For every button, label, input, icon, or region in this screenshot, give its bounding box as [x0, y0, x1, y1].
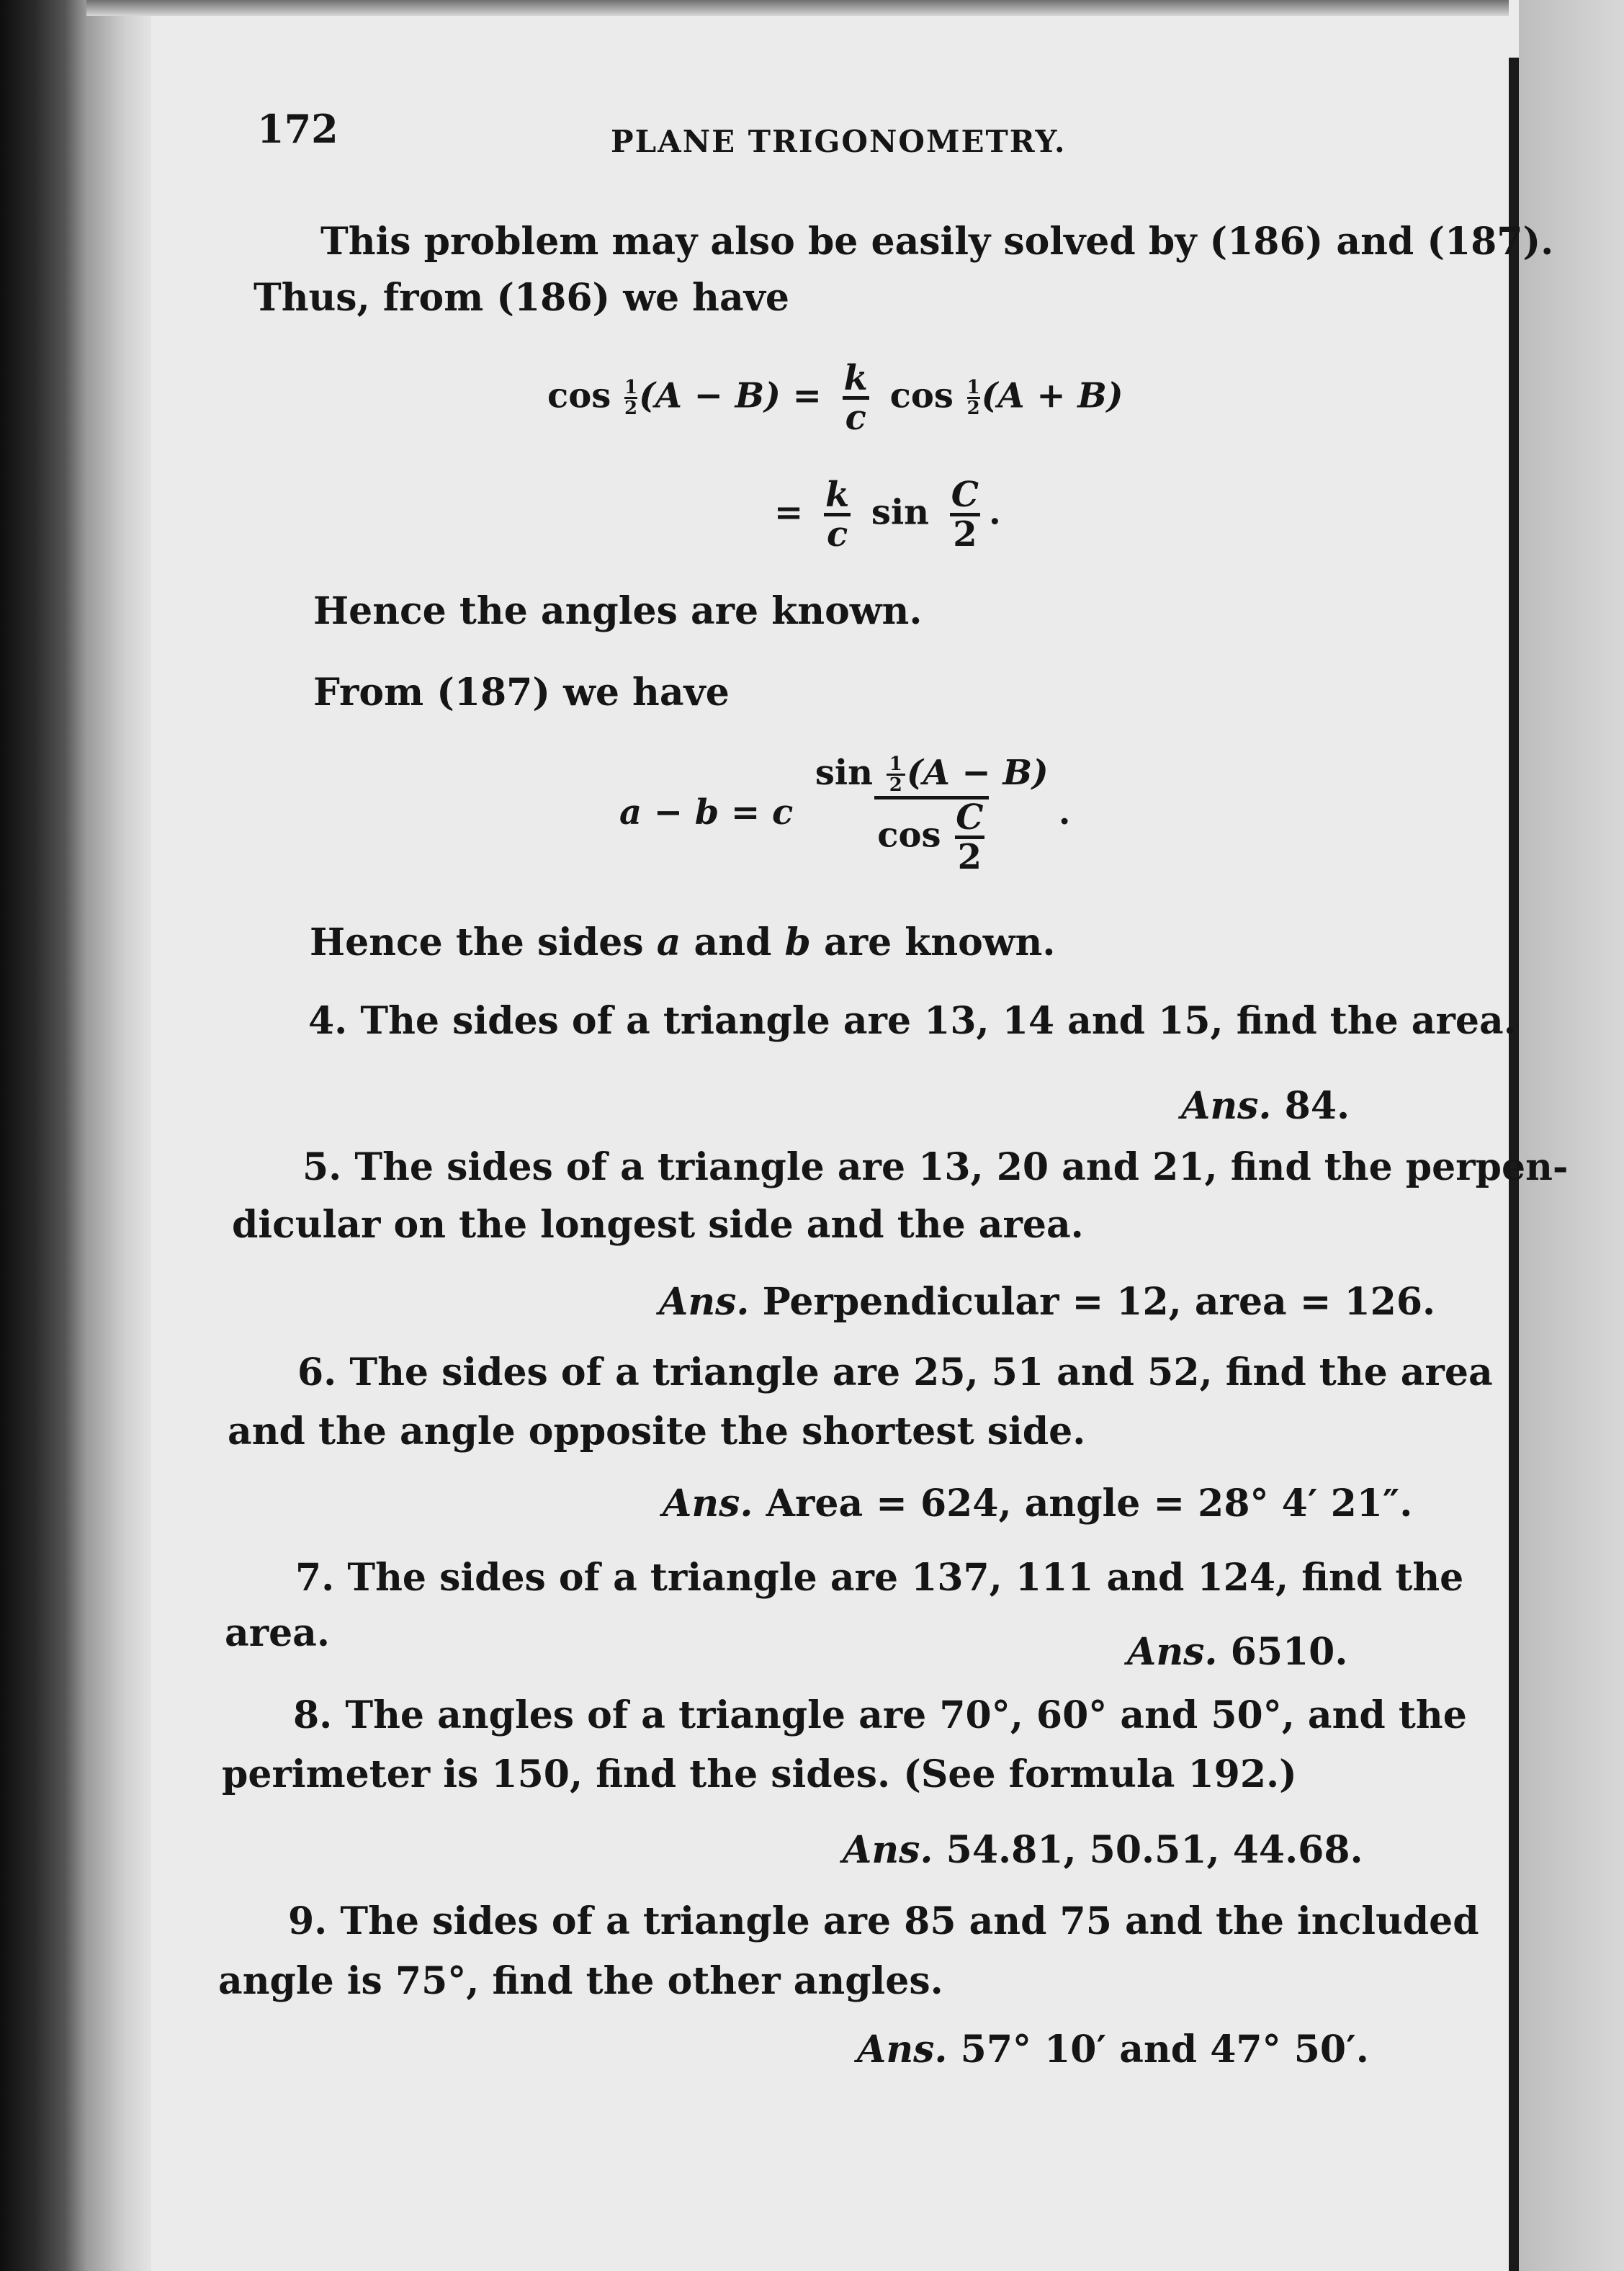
main-fraction: [812, 753, 1051, 878]
problem-7-answer: Ans. 6510.: [1127, 1630, 1348, 1674]
problem-8-line-2: perimeter is 150, find the sides. (See formula 192.): [222, 1752, 1297, 1796]
cos-symbol: cos: [889, 375, 954, 416]
adjacent-page-edge: [1519, 0, 1624, 2271]
problem-7-line-1: 7. The sides of a triangle are 137, 111 and 124, find the: [295, 1556, 1464, 1600]
book-binding-edge: [0, 0, 86, 2271]
page-number: 172: [257, 106, 338, 152]
problem-5-line-2: dicular on the longest side and the area.: [232, 1203, 1084, 1247]
angle-sum: (A + B): [981, 375, 1123, 416]
problem-8-answer: Ans. 54.81, 50.51, 44.68.: [843, 1828, 1363, 1872]
equation-2: a − b = c sin $\frac{1}{2}$ (A − B) cos $\frac{C}{2}$ .: [619, 753, 1071, 878]
sin-symbol: sin: [871, 492, 930, 533]
top-page-edge: [86, 0, 1509, 16]
problem-8-line-1: 8. The angles of a triangle are 70°, 60° and 50°, and the: [293, 1693, 1467, 1737]
problem-7-line-2: area.: [225, 1611, 330, 1655]
problem-6-answer: Ans. Area = 624, angle = 28° 4′ 21″.: [663, 1482, 1413, 1526]
k-over-c: $\frac{k}{c}$: [843, 358, 868, 439]
cos-symbol: cos: [547, 375, 611, 416]
running-title: PLANE TRIGONOMETRY.: [611, 124, 1067, 159]
intro-line-2: Thus, from (186) we have: [254, 276, 789, 320]
one-half: $\frac{1}{2}$: [624, 377, 638, 420]
intro-line-1: This problem may also be easily solved by (186) and (187).: [320, 220, 1554, 264]
problem-4-answer: Ans. 84.: [1181, 1084, 1350, 1128]
problem-9-line-1: 9. The sides of a triangle are 85 and 75 and the included: [288, 1899, 1479, 1943]
fraction-denominator: cos $\frac{C}{2}$: [874, 796, 989, 876]
a-minus-b-lhs: a − b = c: [619, 792, 794, 833]
hence-sides-known: Hence the sides a and b are known.: [310, 921, 1056, 964]
problem-6-line-2: and the angle opposite the shortest side.: [228, 1410, 1086, 1453]
problem-6-line-1: 6. The sides of a triangle are 25, 51 and 52, find the area: [297, 1350, 1493, 1394]
page-gutter-shadow: [86, 0, 151, 2271]
from-187-intro: From (187) we have: [313, 671, 730, 715]
fraction-numerator: sin $\frac{1}{2}$ (A − B): [815, 753, 1049, 797]
C-over-2: $\frac{C}{2}$: [951, 475, 979, 555]
equation-1-line-1: cos $\frac{1}{2}$ (A − B) = $\frac{k}{c}$ cos $\frac{1}{2}$ (A + B): [547, 358, 1123, 439]
one-half: $\frac{1}{2}$: [966, 377, 980, 420]
equation-1-line-2: = $\frac{k}{c}$ sin $\frac{C}{2}$ .: [774, 475, 1001, 555]
problem-9-answer: Ans. 57° 10′ and 47° 50′.: [857, 2028, 1369, 2071]
hence-angles-known: Hence the angles are known.: [313, 589, 923, 633]
problem-5-answer: Ans. Perpendicular = 12, area = 126.: [659, 1280, 1436, 1324]
angle-difference: (A − B): [639, 375, 781, 416]
problem-9-line-2: angle is 75°, find the other angles.: [218, 1959, 943, 2003]
problem-5-line-1: 5. The sides of a triangle are 13, 20 and 21, find the perpen-: [302, 1145, 1569, 1189]
problem-4-text: 4. The sides of a triangle are 13, 14 and 15, find the area.: [308, 999, 1517, 1043]
k-over-c: $\frac{k}{c}$: [825, 475, 850, 555]
